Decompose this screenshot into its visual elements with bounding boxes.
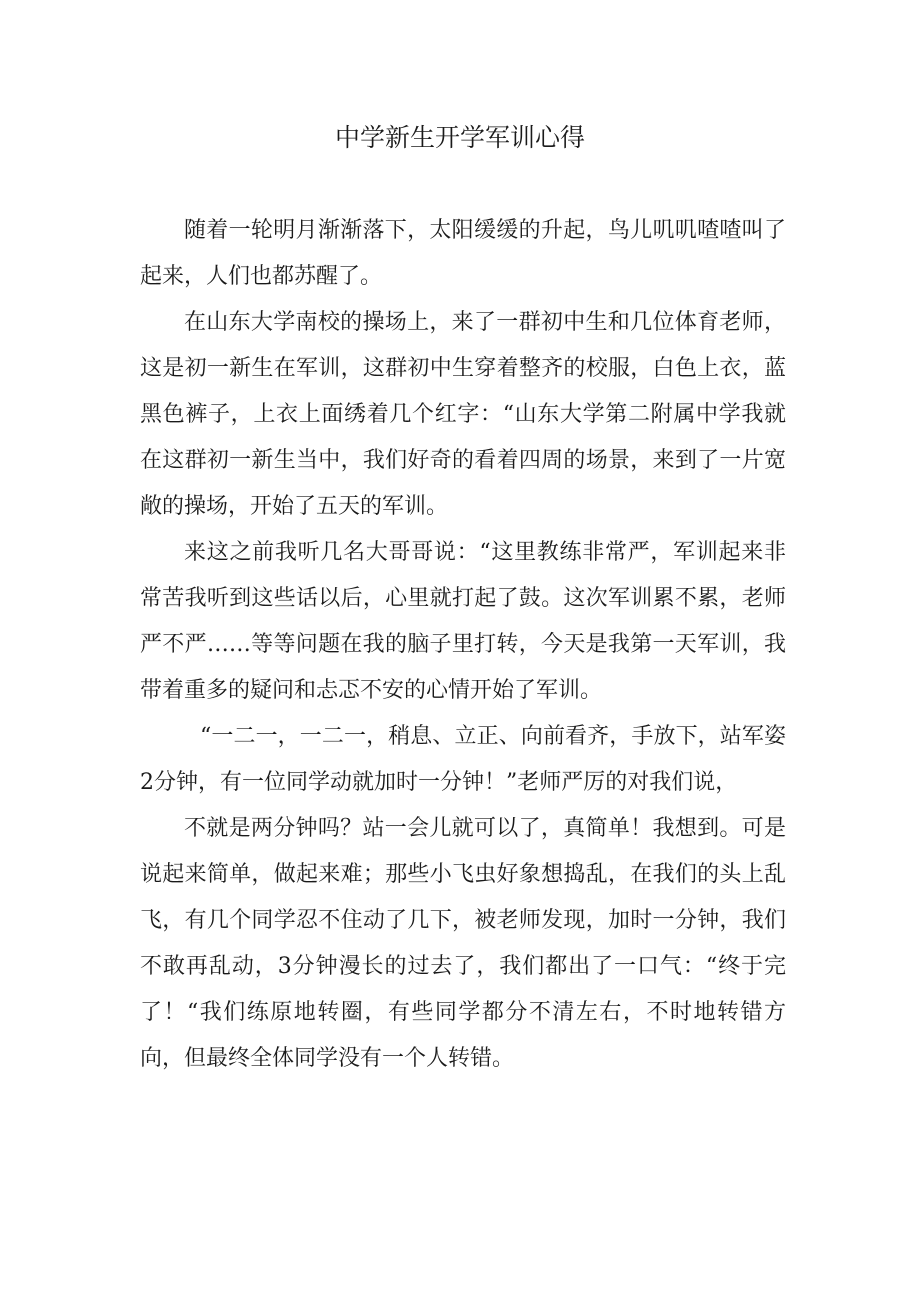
document-body: [140, 208, 786, 1082]
document-title: 中学新生开学军训心得: [334, 123, 585, 152]
paragraph-5: 不就是两分钟吗？站一会儿就可以了，真简单！我想到。可是说起来简单，做起来难；那些小飞虫好象想捣乱，在我们的头上乱飞，有几个同学忍不住动了几下，被老师发现，加时一分钟，我们不敢再乱动，3分钟漫长的过去了，我们都出了一口气：“终于完了！“我们练原地转圈，有些同学都分不清左右，不时地转错方向，但最终全体同学没有一个人转错。: [140, 816, 786, 1071]
paragraph-1: 随着一轮明月渐渐落下，太阳缓缓的升起，鸟儿叽叽喳喳叫了起来，人们也都苏醒了。: [140, 218, 786, 289]
paragraph-3: 来这之前我听几名大哥哥说：“这里教练非常严，军训起来非常苦我听到这些话以后，心里就打起了鼓。这次军训累不累，老师严不严……等等问题在我的脑子里打转，今天是我第一天军训，我带着重多的疑问和忐忑不安的心情开始了军训。: [140, 540, 786, 703]
paragraph-2: 在山东大学南校的操场上，来了一群初中生和几位体育老师，这是初一新生在军训，这群初中生穿着整齐的校服，白色上衣，蓝黑色裤子，上衣上面绣着几个红字：“山东大学第二附属中学我就在这群初一新生当中，我们好奇的看着四周的场景，来到了一片宽敞的操场，开始了五天的军训。: [140, 310, 786, 519]
paragraph-4: “一二一，一二一，稍息、立正、向前看齐，手放下，站军姿2分钟，有一位同学动就加时一分钟！”老师严厉的对我们说，: [140, 724, 786, 795]
